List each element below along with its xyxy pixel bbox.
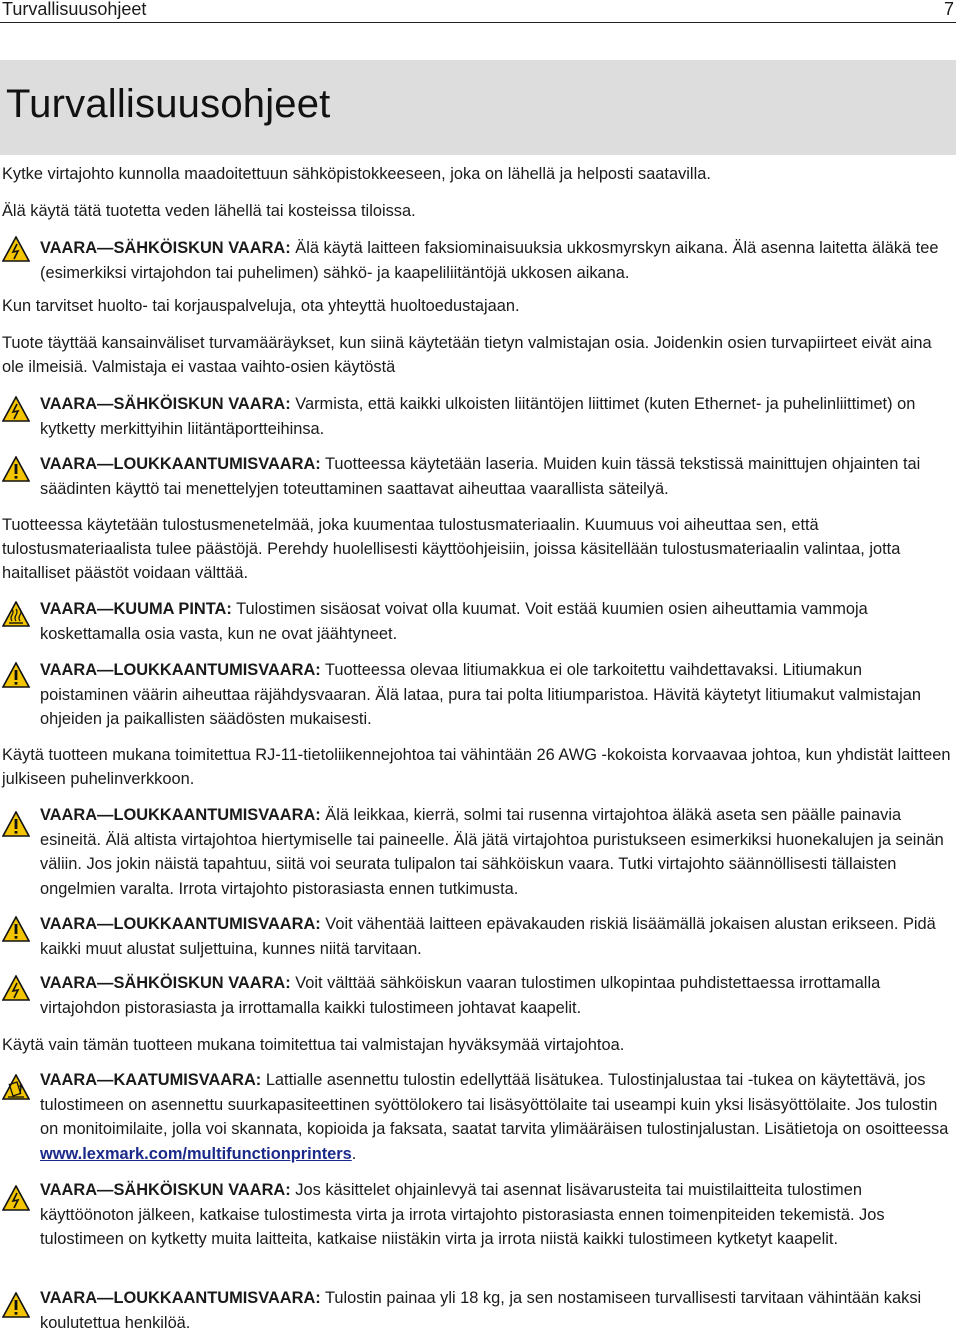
caution-icon [2, 916, 30, 942]
warning-injury [40, 452, 954, 501]
header-page-number: 7 [943, 0, 954, 19]
warning-text: Tuotteessa käytetään laseria. Muiden kuin tässä tekstissä mainittujen ohjainten tai säädinten käyttö tai menettelyjen toteuttaminen saattavat aiheuttaa vaarallista säteilyä. [40, 455, 921, 498]
paragraph: Käytä vain tämän tuotteen mukana toimitettua tai valmistajan hyväksymää virtajohtoa. [2, 1036, 625, 1054]
warning-tipping [40, 1068, 954, 1166]
warning-label: VAARA—SÄHKÖISKUN VAARA: [40, 395, 291, 413]
warning-text: Tulostin painaa yli 18 kg, ja sen nostamiseen turvallisesti tarvitaan vähintään kaksi koulutettua henkilöä. [40, 1289, 922, 1332]
warning-text: Jos käsittelet ohjainlevyä tai asennat lisävarusteita tai muistilaitteita tulostimen käyttöönoton jälkeen, katkaise tulostimesta virta ja irrota virtajohto pistorasiasta ennen toimenpiteiden tekemistä. Jos tulostimeen on kytketty muita laitteita, katkaise niistäkin virta ja irrota niistä kaikki tulostimeen kytketyt kaapelit. [40, 1181, 885, 1248]
warning-text: Tuotteessa olevaa litiumakkua ei ole tarkoitettu vaihdettavaksi. Litiumakun poistaminen väärin aiheuttaa räjähdysvaaran. Älä lataa, pura tai polta litiumparistoa. Hävitä käytetyt litiumakut valmistajan ohjeiden ja paikallisten säädösten mukaisesti. [40, 661, 921, 728]
paragraph: Älä käytä tätä tuotetta veden lähellä tai kosteissa tiloissa. [2, 202, 416, 220]
header-rule [0, 22, 956, 23]
header-section-title: Turvallisuusohjeet [2, 0, 147, 19]
warning-text: Voit vähentää laitteen epävakauden riskiä lisäämällä jokaisen alustan erikseen. Pidä kaikki muut alustat suljettuina, kunnes niitä tarvitaan. [40, 915, 936, 958]
warning-label: VAARA—LOUKKAANTUMISVAARA: [40, 1289, 321, 1307]
warning-text: Älä käytä laitteen faksiominaisuuksia ukkosmyrskyn aikana. Älä asenna laitetta äläkä tee (esimerkiksi virtajohdon tai puhelimen) sähkö- ja kaapeliliitäntöjä ukkosen aikana. [40, 239, 939, 282]
caution-icon [2, 662, 30, 688]
warning-text: Voit välttää sähköiskun vaaran tulostimen ulkopintaa puhdistettaessa irrottamalla virtajohdon pistorasiasta ja irrottamalla kaikki tulostimeen johtavat kaapelit. [40, 974, 881, 1017]
caution-icon [2, 1292, 30, 1318]
warning-text-end: . [351, 1144, 357, 1163]
warning-electric-shock [40, 236, 954, 285]
warning-text: Lattialle asennettu tulostin edellyttää lisätukea. Tulostinjalustaa tai -tukea on käytettävä, jos tulostimeen on asennettu suurkapasiteettinen syöttölokero tai lisäsyöttölaite tai useampi kuin yksi lisäsyöttölaite. Jos tulostin on monitoimilaite, jolla voi skannata, kopioida ja faksata, saatat tarvita ylimääräisen tulostinjalustan. Lisätietoja on osoitteessa [40, 1071, 949, 1138]
running-header [0, 0, 960, 22]
tipping-hazard-icon [2, 1074, 30, 1100]
paragraph: Kytke virtajohto kunnolla maadoitettuun sähköpistokkeeseen, joka on lähellä ja helposti saatavilla. [2, 165, 711, 183]
warning-injury [40, 658, 954, 732]
warning-label: VAARA—KUUMA PINTA: [40, 600, 232, 618]
warning-label: VAARA—LOUKKAANTUMISVAARA: [40, 806, 321, 824]
paragraph: Tuote täyttää kansainväliset turvamääräykset, kun siinä käytetään tietyn valmistajan osia. Joidenkin osien turvapiirteet eivät aina ole ilmeisiä. Valmistaja ei vastaa vaihto-osien käytöstä [2, 334, 932, 376]
paragraph: Kun tarvitset huolto- tai korjauspalveluja, ota yhteyttä huoltoedustajaan. [2, 297, 520, 315]
caution-icon [2, 811, 30, 837]
warning-electric-shock [40, 1178, 954, 1252]
warning-electric-shock [40, 971, 954, 1020]
caution-icon [2, 456, 30, 482]
warning-injury [40, 803, 954, 901]
hot-surface-icon [2, 601, 30, 627]
warning-injury [40, 912, 954, 961]
warning-label: VAARA—LOUKKAANTUMISVAARA: [40, 455, 321, 473]
paragraph: Käytä tuotteen mukana toimitettua RJ-11-tietoliikennejohtoa tai vähintään 26 AWG -kokoista korvaavaa johtoa, kun yhdistät laitteen julkiseen puhelinverkkoon. [2, 746, 951, 788]
warning-label: VAARA—SÄHKÖISKUN VAARA: [40, 1181, 291, 1199]
paragraph: Tuotteessa käytetään tulostusmenetelmää, joka kuumentaa tulostusmateriaalin. Kuumuus voi aiheuttaa sen, että tulostusmateriaalista tulee päästöjä. Perehdy huolellisesti käyttöohjeisiin, joissa käsitellään tulostusmateriaalin valintaa, jotta haitalliset päästöt voidaan välttää. [2, 516, 901, 582]
warning-label: VAARA—LOUKKAANTUMISVAARA: [40, 915, 321, 933]
warning-electric-shock [40, 392, 954, 441]
electric-shock-icon [2, 975, 30, 1001]
electric-shock-icon [2, 396, 30, 422]
warning-label: VAARA—SÄHKÖISKUN VAARA: [40, 974, 291, 992]
page-title: Turvallisuusohjeet [6, 82, 331, 126]
warning-label: VAARA—LOUKKAANTUMISVAARA: [40, 661, 321, 679]
warning-text: Varmista, että kaikki ulkoisten liitäntöjen liittimet (kuten Ethernet- ja puhelinliittimet) on kytketty merkittyihin liitäntäportteihinsa. [40, 395, 916, 438]
title-band [0, 60, 956, 155]
lexmark-link[interactable]: www.lexmark.com/multifunctionprinters [40, 1144, 352, 1163]
warning-text: Älä leikkaa, kierrä, solmi tai rusenna virtajohtoa äläkä aseta sen päälle painavia esineitä. Älä altista virtajohtoa hiertymiselle tai paineelle. Älä jätä virtajohtoa puristukseen esimerkiksi huonekalujen ja seinän väliin. Jos jokin näistä tapahtuu, siitä voi seurata tulipalon tai sähköiskun vaara. Tutki virtajohto säännöllisesti tällaisten ongelmien varalta. Irrota virtajohto pistorasiasta ennen tutkimusta. [40, 806, 944, 898]
warning-label: VAARA—KAATUMISVAARA: [40, 1071, 262, 1089]
electric-shock-icon [2, 1185, 30, 1211]
warning-injury [40, 1286, 954, 1335]
warning-text: Tulostimen sisäosat voivat olla kuumat. Voit estää kuumien osien aiheuttamia vammoja koskettamalla osia vasta, kun ne ovat jäähtyneet. [40, 600, 868, 643]
warning-label: VAARA—SÄHKÖISKUN VAARA: [40, 239, 291, 257]
warning-hot-surface [40, 597, 954, 646]
electric-shock-icon [2, 236, 30, 262]
